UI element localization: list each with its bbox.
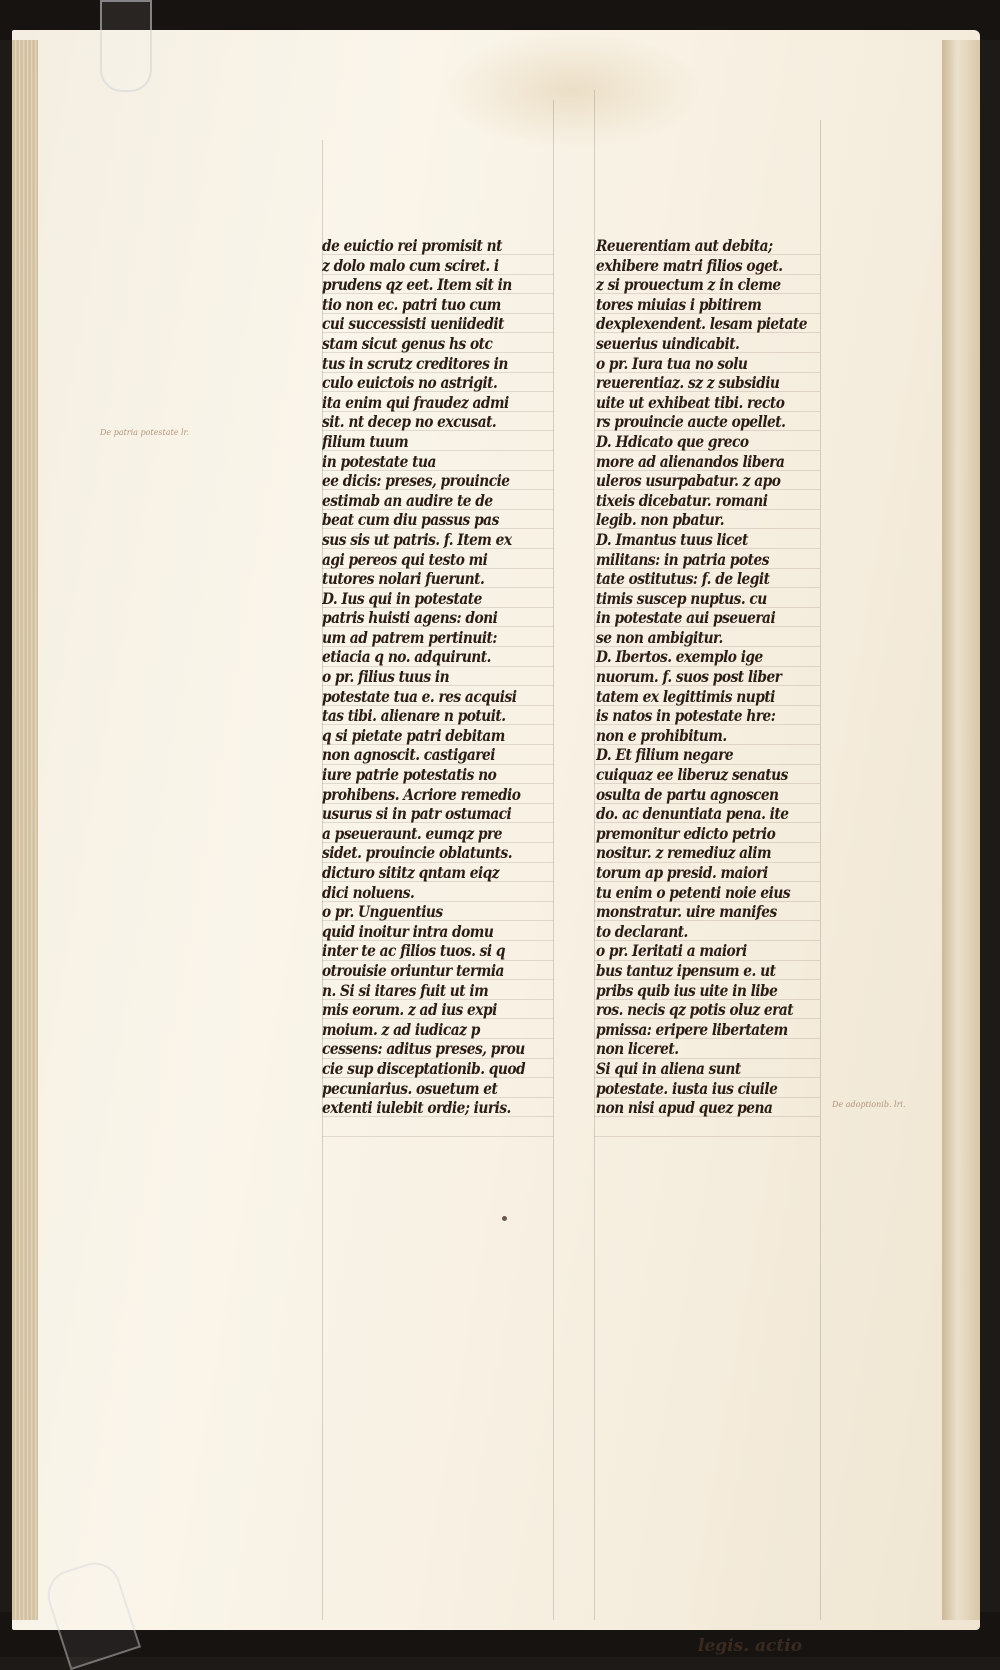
text-line: in potestate aui pseuerai [596, 608, 776, 628]
ink-dot [502, 1216, 507, 1221]
text-line: non agnoscit. castigarei [322, 745, 495, 765]
text-line: sus sis ut patris. f. Item ex [322, 529, 512, 549]
text-line: to declarant. [596, 921, 688, 941]
text-line: mis eorum. z ad ius expi [322, 1000, 497, 1020]
text-line: cuiquaz ee liberuz senatus [596, 765, 788, 785]
text-line: se non ambigitur. [596, 627, 723, 647]
text-line: tutores nolari fuerunt. [322, 569, 485, 589]
text-line: exhibere matri filios oget. [596, 255, 783, 275]
text-line: uite ut exhibeat tibi. recto [596, 392, 785, 412]
text-line: beat cum diu passus pas [322, 510, 499, 530]
text-line: extenti iulebit ordie; iuris. [322, 1098, 511, 1118]
text-line: reuerentiaz. sz z subsidiu [596, 373, 780, 393]
ruling-line-horizontal [322, 1136, 553, 1137]
text-line: n. Si si itares fuit ut im [322, 980, 489, 1000]
margin-note-left: De patria potestate lr. [100, 428, 190, 437]
text-column-left [322, 236, 572, 1118]
text-line: o pr. Unguentius [322, 902, 443, 922]
text-line: D. Hdicato que greco [596, 431, 749, 451]
text-line: potestate tua e. res acquisi [322, 686, 517, 706]
ruling-line-horizontal [594, 1136, 820, 1137]
page-edge-left [12, 40, 38, 1620]
text-line: nositur. z remediuz alim [596, 843, 772, 863]
text-line: z si prouectum z in cleme [596, 275, 781, 295]
text-line: non liceret. [596, 1039, 679, 1059]
text-line: usurus si in patr ostumaci [322, 804, 512, 824]
text-line: inter te ac filios tuos. si q [322, 941, 505, 961]
text-line: q si pietate patri debitam [322, 725, 505, 745]
text-line: tu enim o petenti noie eius [596, 882, 791, 902]
text-line: bus tantuz ipensum e. ut [596, 960, 776, 980]
ruling-line-vertical [594, 90, 595, 1620]
text-line: sit. nt decep no excusat. [322, 412, 497, 432]
text-line: ita enim qui fraudez admi [322, 392, 509, 412]
text-line: pribs quib ius uite in libe [596, 980, 778, 1000]
text-line: premonitur edicto petrio [596, 823, 776, 843]
text-line: tas tibi. alienare n potuit. [322, 706, 506, 726]
text-line: potestate. iusta ius ciuile [596, 1078, 778, 1098]
text-line: o pr. Iura tua no solu [596, 353, 748, 373]
text-line: Reuerentiam aut debita; [596, 236, 773, 255]
text-line: stam sicut genus hs otc [322, 333, 493, 353]
text-line: nuorum. f. suos post liber [596, 667, 782, 687]
text-line: um ad patrem pertinuit: [322, 627, 497, 647]
text-line: D. Ibertos. exemplo ige [596, 647, 763, 667]
text-line: otrouisie oriuntur termia [322, 960, 504, 980]
text-line: tixeis dicebatur. romani [596, 490, 768, 510]
text-line: legib. non pbatur. [596, 510, 725, 530]
text-line: o pr. filius tuus in [322, 667, 450, 687]
text-column-right [596, 236, 846, 1118]
text-line: timis suscep nuptus. cu [596, 588, 767, 608]
text-line: iure patrie potestatis no [322, 765, 497, 785]
text-line: prudens qz eet. Item sit in [322, 275, 512, 295]
text-line: dici noluens. [322, 882, 415, 902]
text-line: rs prouincie aucte opellet. [596, 412, 786, 432]
text-line: is natos in potestate hre: [596, 706, 776, 726]
text-line: agi pereos qui testo mi [322, 549, 488, 569]
text-line: o pr. Ieritati a maiori [596, 941, 747, 961]
text-line: cie sup disceptationib. quod [322, 1058, 526, 1078]
text-line: z dolo malo cum sciret. i [322, 255, 499, 275]
text-line: tores miuias i pbitirem [596, 294, 762, 314]
page-stain [442, 30, 702, 150]
text-line: a pseueraunt. eumqz pre [322, 823, 503, 843]
text-line: cessens: aditus preses, prou [322, 1039, 525, 1059]
text-line: non nisi apud quez pena [596, 1098, 773, 1118]
text-line: monstratur. uire manifes [596, 902, 777, 922]
text-line: moium. z ad iudicaz p [322, 1019, 480, 1039]
text-line: etiacia q no. adquirunt. [322, 647, 491, 667]
text-line: osulta de partu agnoscen [596, 784, 779, 804]
text-line: more ad alienandos libera [596, 451, 785, 471]
text-line: filium tuum [322, 431, 409, 451]
text-line: non e prohibitum. [596, 725, 727, 745]
text-line: in potestate tua [322, 451, 436, 471]
text-line: dicturo sititz qntam eiqz [322, 863, 500, 882]
text-line: prohibens. Acriore remedio [322, 784, 521, 804]
text-line: pecuniarius. osuetum et [322, 1078, 498, 1098]
text-line: D. Ius qui in potestate [322, 588, 482, 608]
text-line: patris huisti agens: doni [322, 608, 498, 628]
text-line: cui successisti ueniidedit [322, 314, 504, 334]
text-line: tatem ex legittimis nupti [596, 686, 775, 706]
text-line: estimab an audire te de [322, 490, 493, 510]
text-line: tus in scrutz creditores in [322, 353, 508, 373]
text-line: tate ostitutus: f. de legit [596, 569, 770, 589]
text-line: quid inoitur intra domu [322, 921, 494, 941]
text-line: tio non ec. patri tuo cum [322, 294, 501, 314]
catchword: legis. actio [698, 1636, 803, 1656]
text-line: D. Imantus tuus licet [596, 529, 748, 549]
clip-icon-top [100, 0, 152, 92]
text-line: de euictio rei promisit nt [322, 236, 503, 255]
text-line: D. Et filium negare [596, 745, 734, 765]
text-line: militans: in patria potes [596, 549, 769, 569]
text-line: Si qui in aliena sunt [596, 1058, 741, 1078]
text-line: culo euictois no astrigit. [322, 373, 498, 393]
text-line: pmissa: eripere libertatem [596, 1019, 788, 1039]
text-line: seuerius uindicabit. [596, 333, 740, 353]
margin-note-right: De adoptionib. lri. [832, 1100, 906, 1109]
text-line: sidet. prouincie oblatunts. [322, 843, 512, 863]
text-line: ros. necis qz potis oluz erat [596, 1000, 794, 1020]
text-line: torum ap presid. maiori [596, 863, 768, 882]
text-line: uleros usurpabatur. z apo [596, 471, 781, 491]
text-line: do. ac denuntiata pena. ite [596, 804, 789, 824]
text-line: dexplexendent. lesam pietate [596, 314, 807, 334]
page-edge-right [942, 40, 980, 1620]
text-line: ee dicis: preses, prouincie [322, 471, 510, 491]
